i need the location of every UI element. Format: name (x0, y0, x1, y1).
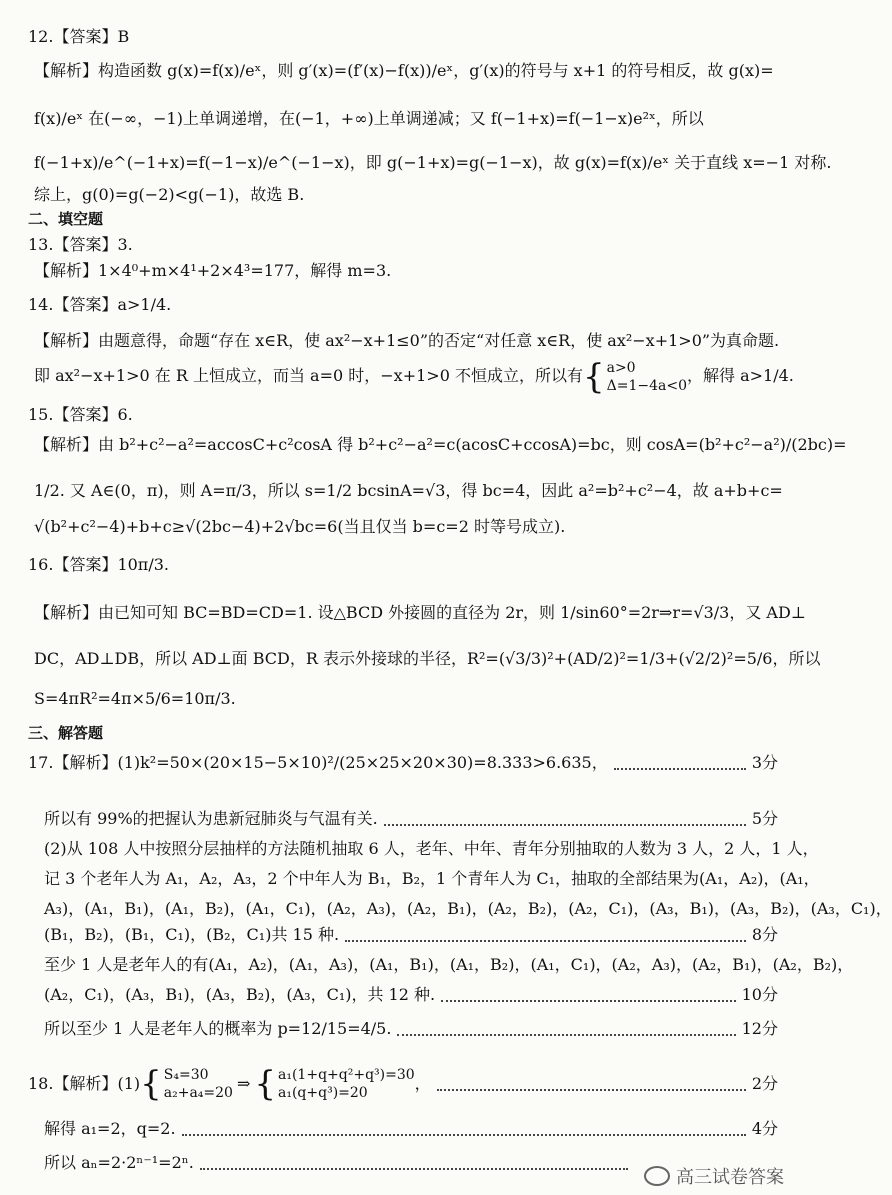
q16-line-2: DC，AD⊥DB，所以 AD⊥面 BCD，R 表示外接球的半径，R²=(√3/3)²+(AD/2)²=1/3+(√2/2)²=5/6，所以 (34, 649, 821, 668)
q12-line-2: f(x)/eˣ 在(−∞，−1)上单调递增，在(−1，+∞)上单调递减；又 f(−1+x)=f(−1−x)e²ˣ，所以 (34, 109, 704, 128)
q12-answer: 12.【答案】B (28, 27, 130, 46)
q17-score-8: 10分 (741, 985, 778, 1004)
q17-line-3: (2)从 108 人中按照分层抽样的方法随机抽取 6 人，老年、中年、青年分别抽取的人数为 3 人，2 人，1 人， (44, 839, 819, 858)
q17-score-1: 3分 (751, 753, 778, 772)
q17-line-2 (44, 806, 778, 832)
q18-score-2: 4分 (751, 1119, 778, 1138)
q17-line-2-text: 所以有 99%的把握认为患新冠肺炎与气温有关. (44, 809, 378, 828)
q18-tail: ， (414, 1074, 431, 1093)
q18-line-3 (44, 1150, 634, 1176)
q18-line-2 (44, 1116, 778, 1142)
q13-answer: 13.【答案】3. (28, 235, 133, 254)
q17-score-9: 12分 (741, 1019, 778, 1038)
q16-line-3: S=4πR²=4π×5/6=10π/3. (34, 689, 236, 708)
q14-sys-2: Δ=1−4a<0 (606, 377, 687, 394)
q18-arrow: ⇒ (236, 1074, 251, 1093)
q18-sys-b2: a₁(q+q³)=20 (278, 1085, 368, 1101)
wechat-icon (644, 1166, 670, 1186)
q18-system-b: { a₁(1+q+q²+q³)=30 a₁(q+q³)=20 (254, 1064, 415, 1104)
q18-system-a: { S₄=30 a₂+a₄=20 (140, 1064, 233, 1104)
q17-line-5: A₃)，(A₁，B₁)，(A₁，B₂)，(A₁，C₁)，(A₂，A₃)，(A₂，B₁)，(A₂，B₂)，(A₂，C₁)，(A₃，B₁)，(A₃，B₂)，(A₃，C₁)， (44, 899, 892, 918)
q12-line-3: f(−1+x)/e^(−1+x)=f(−1−x)/e^(−1−x)，即 g(−1+x)=g(−1−x)，故 g(x)=f(x)/eˣ 关于直线 x=−1 对称. (34, 153, 832, 172)
q17-score-2: 5分 (751, 809, 778, 828)
q17-line-7: 至少 1 人是老年人的有(A₁，A₂)，(A₁，A₃)，(A₁，B₁)，(A₁，B₂)，(A₁，C₁)，(A₂，A₃)，(A₂，B₁)，(A₂，B₂)， (44, 955, 854, 974)
q18-line-1 (28, 1064, 778, 1104)
q18-sys-a2: a₂+a₄=20 (163, 1085, 233, 1101)
section-fill-in: 二、填空题 (28, 210, 104, 228)
q12-line-1: 【解析】构造函数 g(x)=f(x)/eˣ，则 g′(x)=(f′(x)−f(x))/eˣ，g′(x)的符号与 x+1 的符号相反，故 g(x)= (34, 61, 774, 80)
q17-line-9 (44, 1016, 778, 1042)
q17-line-1-text: 17.【解析】(1)k²=50×(20×15−5×10)²/(25×25×20×30)=8.333>6.635， (28, 753, 608, 772)
q14-system: { a>0 Δ=1−4a<0 (582, 356, 687, 397)
q14-line-1: 【解析】由题意得，命题“存在 x∈R，使 ax²−x+1≤0”的否定“对任意 x∈R，使 ax²−x+1>0”为真命题. (34, 331, 780, 350)
q14-sys-1: a>0 (606, 359, 636, 376)
q16-answer: 16.【答案】10π/3. (28, 555, 169, 574)
q17-line-8 (44, 982, 778, 1008)
q17-line-8-text: (A₂，C₁)，(A₃，B₁)，(A₃，B₂)，(A₃，C₁)，共 12 种. (44, 985, 436, 1004)
q18-line-2-text: 解得 a₁=2，q=2. (44, 1119, 176, 1138)
section-solutions: 三、解答题 (28, 724, 104, 742)
q18-line-3-text: 所以 aₙ=2·2ⁿ⁻¹=2ⁿ. (44, 1153, 194, 1172)
q14-line-2 (34, 356, 794, 397)
q18-sys-a1: S₄=30 (163, 1067, 209, 1083)
q17-line-6-text: (B₁，B₂)，(B₁，C₁)，(B₂，C₁)共 15 种. (44, 925, 340, 944)
q15-line-2: 1/2. 又 A∈(0，π)，则 A=π/3，所以 s=1/2 bcsinA=√3，得 bc=4，因此 a²=b²+c²−4，故 a+b+c= (34, 481, 783, 500)
q14-answer: 14.【答案】a>1/4. (28, 295, 172, 314)
q15-answer: 15.【答案】6. (28, 405, 133, 424)
q13-line-1: 【解析】1×4⁰+m×4¹+2×4³=177，解得 m=3. (34, 261, 392, 280)
q14-line-2-tail: ，解得 a>1/4. (686, 366, 794, 385)
q12-line-4: 综上，g(0)=g(−2)<g(−1)，故选 B. (34, 185, 305, 204)
q17-line-4: 记 3 个老年人为 A₁，A₂，A₃，2 个中年人为 B₁，B₂，1 个青年人为 C₁，抽取的全部结果为(A₁，A₂)，(A₁， (44, 869, 820, 888)
q15-line-1: 【解析】由 b²+c²−a²=accosC+c²cosA 得 b²+c²−a²=c(acosC+ccosA)=bc，则 cosA=(b²+c²−a²)/(2bc)= (34, 435, 847, 454)
q17-score-6: 8分 (751, 925, 778, 944)
watermark-text: 高三试卷答案 (676, 1167, 784, 1188)
q16-line-1: 【解析】由已知可知 BC=BD=CD=1. 设△BCD 外接圆的直径为 2r，则 1/sin60°=2r⇒r=√3/3，又 AD⊥ (34, 603, 806, 622)
watermark (644, 1163, 784, 1189)
q15-line-3: √(b²+c²−4)+b+c≥√(2bc−4)+2√bc=6(当且仅当 b=c=2 时等号成立). (34, 517, 566, 536)
q14-line-2-text: 即 ax²−x+1>0 在 R 上恒成立，而当 a=0 时，−x+1>0 不恒成立，所以有 (34, 366, 583, 385)
q17-line-1 (28, 750, 778, 776)
q17-line-9-text: 所以至少 1 人是老年人的概率为 p=12/15=4/5. (44, 1019, 392, 1038)
q18-score-1: 2分 (751, 1074, 778, 1093)
q18-lead: 18.【解析】(1) (28, 1074, 141, 1093)
q17-line-6 (44, 922, 778, 948)
q18-sys-b1: a₁(1+q+q²+q³)=30 (278, 1067, 415, 1083)
